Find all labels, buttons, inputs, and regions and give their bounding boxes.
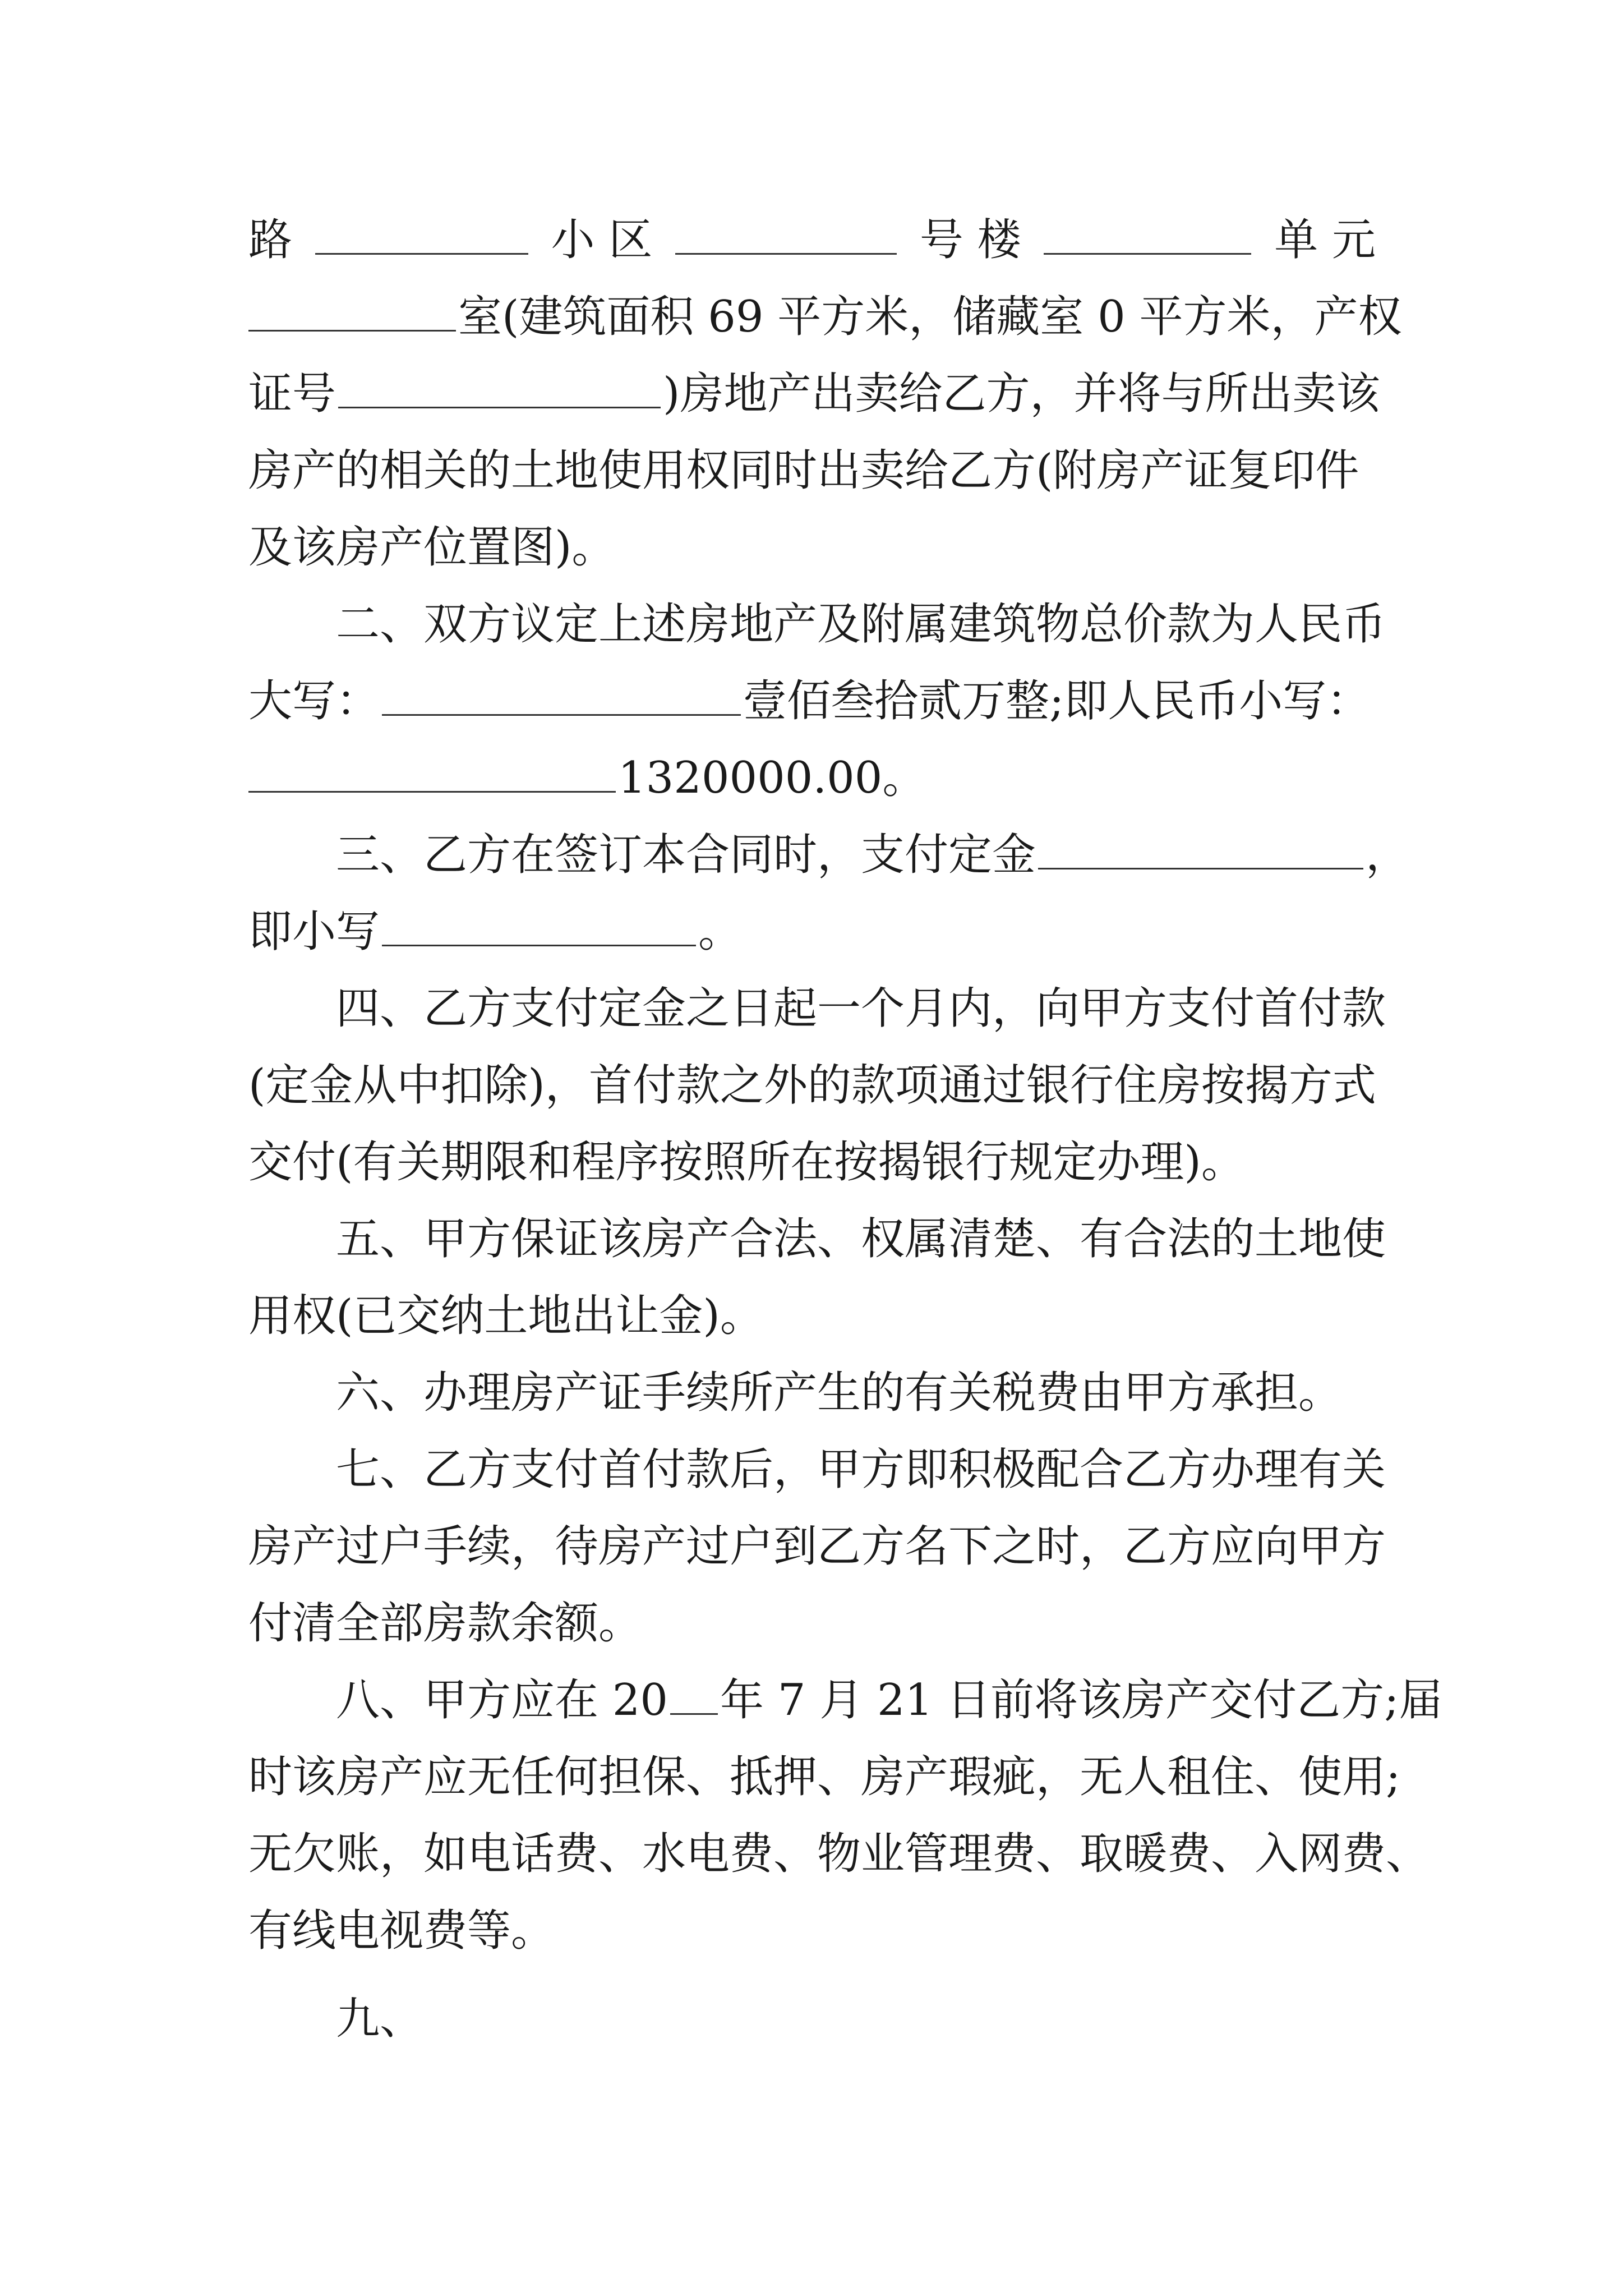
road-blank: [315, 220, 528, 255]
year-blank: [670, 1681, 718, 1715]
deposit-comma: ，: [1366, 830, 1410, 880]
certificate-blank: [338, 374, 661, 408]
building-label: 号 楼: [919, 215, 1021, 265]
room-blank: [248, 297, 456, 332]
lowercase-amount-text: 1320000.00。: [618, 753, 926, 803]
clause-8-line: [248, 1662, 1443, 1739]
clause-7-line: 房产过户手续，待房产过户到乙方名下之时，乙方应向甲方: [248, 1521, 1386, 1572]
uppercase-label: 大写：: [248, 676, 380, 726]
address-line: [248, 202, 1376, 279]
clause-4-line: 四、乙方支付定金之日起一个月内，向甲方支付首付款: [336, 983, 1386, 1034]
room-line: [248, 279, 1402, 356]
clause-3-lowercase-line: [248, 894, 1376, 970]
delivery-year-text: 八、甲方应在 20: [336, 1675, 668, 1726]
building-blank: [1044, 220, 1251, 255]
uppercase-amount-text: 壹佰叁拾贰万整;即人民币小写：: [743, 676, 1371, 726]
delivery-date-text: 年 7 月 21 日前将该房产交付乙方;届: [720, 1675, 1443, 1726]
clause-5-line: 五、甲方保证该房产合法、权属清楚、有合法的土地使: [336, 1214, 1386, 1264]
clause-5-line: 用权(已交纳土地出让金)。: [248, 1291, 764, 1341]
clause-2-lowercase-line: [248, 740, 1376, 817]
clause-4-line: 交付(有关期限和程序按照所在按揭银行规定办理)。: [248, 1137, 1245, 1188]
deposit-blank: [1038, 835, 1363, 869]
deposit-text: 三、乙方在签订本合同时，支付定金: [336, 830, 1036, 880]
certificate-line: [248, 356, 1380, 432]
certificate-label: 证号: [248, 369, 336, 419]
paragraph-line: 房产的相关的土地使用权同时出卖给乙方(附房产证复印件: [248, 445, 1359, 496]
clause-3-line: [248, 817, 1410, 894]
road-label: 路: [248, 215, 293, 265]
period: 。: [698, 907, 743, 957]
uppercase-amount-blank: [382, 682, 741, 716]
certificate-text: )房地产出卖给乙方，并将与所出卖该: [663, 369, 1380, 419]
clause-4-line: (定金从中扣除)，首付款之外的款项通过银行住房按揭方式: [248, 1060, 1376, 1111]
clause-8-line: 无欠账，如电话费、水电费、物业管理费、取暖费、入网费、: [248, 1829, 1430, 1879]
clause-2-line: 二、双方议定上述房地产及附属建筑物总价款为人民币: [336, 599, 1386, 650]
clause-8-line: 有线电视费等。: [248, 1906, 555, 1956]
lowercase-label: 即小写: [248, 907, 380, 957]
contract-body: [248, 202, 1443, 2058]
community-blank: [675, 220, 897, 255]
lowercase-amount-blank: [248, 758, 616, 793]
clause-7-line: 付清全部房款余额。: [248, 1598, 643, 1649]
unit-label: 单 元: [1274, 215, 1376, 265]
clause-9-line: 九、: [336, 1994, 424, 2044]
room-text: 室(建筑面积 69 平方米，储藏室 0 平方米，产权: [458, 292, 1402, 342]
paragraph-line: 及该房产位置图)。: [248, 522, 616, 573]
clause-6-line: 六、办理房产证手续所产生的有关税费由甲方承担。: [336, 1368, 1343, 1418]
clause-2-amount-line: [248, 663, 1376, 740]
deposit-lowercase-blank: [382, 912, 696, 946]
community-label: 小 区: [551, 215, 653, 265]
clause-8-line: 时该房产应无任何担保、抵押、房产瑕疵，无人租住、使用;: [248, 1752, 1401, 1802]
clause-7-line: 七、乙方支付首付款后，甲方即积极配合乙方办理有关: [336, 1444, 1386, 1495]
